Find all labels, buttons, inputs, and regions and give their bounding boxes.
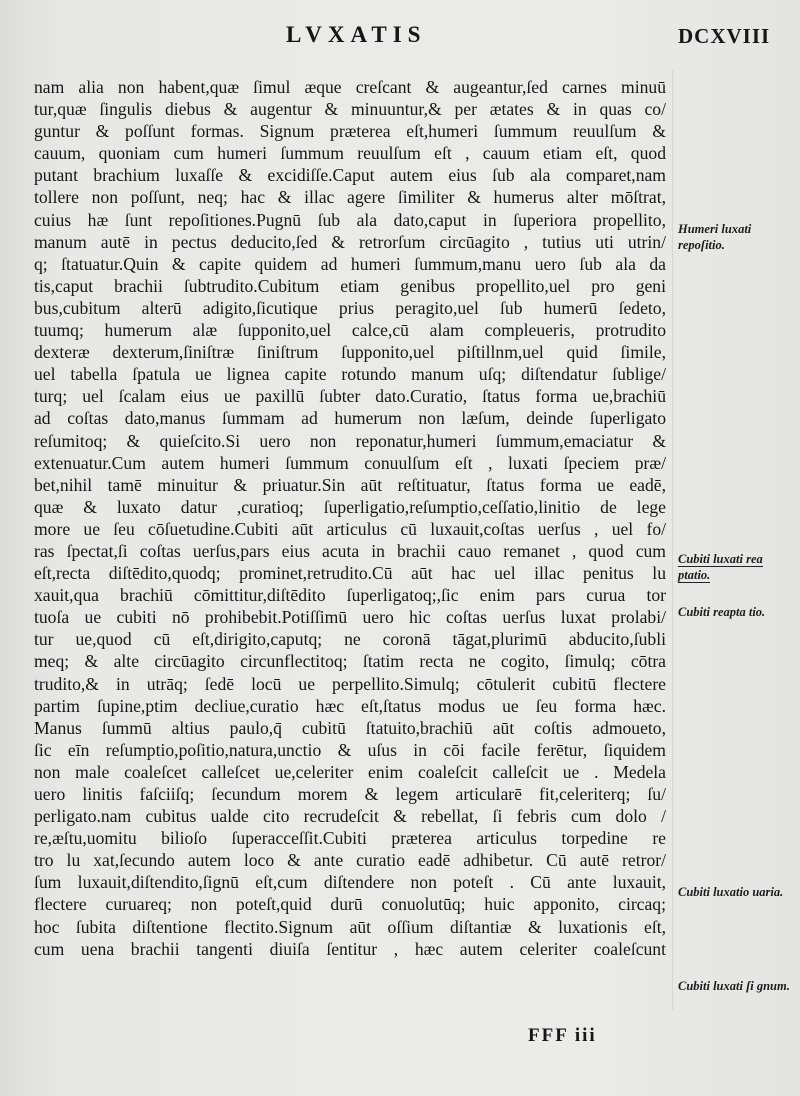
text-line: re,æſtu,uomitu bilioſo ſuperacceſſit.Cubiti præterea articulus torpedine re bbox=[34, 828, 666, 849]
text-line: uel tabella ſpatula ue lignea capite rotundo manum uſq; diſtendatur ſublige/ bbox=[34, 364, 666, 385]
text-line: tro lu xat,ſecundo autem loco & ante curatio eadē adhibetur. Cū autē retror/ bbox=[34, 850, 666, 871]
text-line: tuumq; humerum alæ ſupponito,uel calce,cū alam compleueris, protrudito bbox=[34, 320, 666, 341]
marginal-note-elbow-reduction bbox=[678, 551, 796, 583]
text-line: non male coaleſcet calleſcet ue,celeriter enim coaleſcit calleſcit ue . Medela bbox=[34, 761, 666, 782]
text-line: meq; & alte circūagito circunflectitoq; ſtatim recta ne cogito, ſimulq; cōtra bbox=[34, 651, 666, 672]
text-line: cauum, quoniam cum humeri ſummum reuulſum eſt , cauum etiam eſt, quod bbox=[34, 143, 666, 164]
text-line: dexteræ dexterum,ſiniſtræ ſiniſtrum ſupponito,uel piſtillnm,uel quid ſimile, bbox=[34, 342, 666, 363]
text-line: ſum luxauit,diſtendito,ſignū eſt,cum diſtendere non poteſt . Cū ante luxauit, bbox=[34, 872, 666, 893]
signature-mark: FFF iii bbox=[528, 1025, 597, 1046]
text-line: cuius hæ ſunt repoſitiones.Pugnū ſub ala dato,caput in ſuperiora propellito, bbox=[34, 209, 666, 230]
marginal-note-elbow-dislocation-sign: Cubiti luxati ſi gnum. bbox=[678, 979, 790, 993]
text-line: tuoſa ue cubiti nō prohibebit.Potiſſimū uero hic coſtas uerſus luxat prolabi/ bbox=[34, 607, 666, 628]
text-line: eſt,recta diſtēdito,quodq; prominet,retrudito.Cū aūt hac uel illac penitus lu bbox=[34, 563, 666, 584]
text-line: extenuatur.Cum autem humeri ſummum conuulſum eſt , luxati ſpeciem præ/ bbox=[34, 452, 666, 473]
text-line: xauit,qua brachiū cōmittitur,diſtēdito ſuperligatoq;,ſic enim pars curua tor bbox=[34, 585, 666, 606]
text-line: bus,cubitum alterū adigito,ſicutique prius peragito,uel ſub humerū ſedeto, bbox=[34, 297, 666, 318]
text-line: bet,nihil tamē minuitur & priuatur.Sin aūt reſtituatur, ſtatus forma ue eadē, bbox=[34, 474, 666, 495]
marginal-note-elbow-readaptation: Cubiti reapta tio. bbox=[678, 605, 766, 619]
bleed-through-shadow bbox=[682, 80, 797, 140]
text-line: more ue ſeu cōſuetudine.Cubiti aūt articulus cū luxauit,coſtas uerſus , uel fo/ bbox=[34, 518, 666, 539]
text-line: q; ſtatuatur.Quin & capite quidem ad humeri ſummum,manu uero ſub ala da bbox=[34, 253, 666, 274]
text-line: tollere non poſſunt, neq; hac & illac agere ſimiliter & humerus alter mōſtrat, bbox=[34, 187, 666, 208]
margin-divider bbox=[672, 70, 673, 1010]
text-line: ras ſpectat,ſi coſtas uerſus,pars eius acuta in brachii cauo remanet , quod cum bbox=[34, 540, 666, 561]
text-line: manum autē in pectus deducito,ſed & retrorſum circūagito , tutius uti utrin/ bbox=[34, 231, 666, 252]
folio-number: DCXVIII bbox=[678, 24, 771, 48]
marginal-note-text: Cubiti luxati rea ptatio. bbox=[678, 552, 763, 582]
text-line: perligato.nam cubitus ualde cito recrudeſcit & rebellat, ſi febris cum dolo / bbox=[34, 806, 666, 827]
text-line: ad coſtas dato,manus ſummam ad humerum non læſum, deinde ſuperligato bbox=[34, 408, 666, 429]
text-line: ſic eīn reſumptio,poſitio,natura,unctio & uſus in cōi facile ferētur, ſiquidem bbox=[34, 739, 666, 760]
text-line: tis,caput brachii ſubtrudito.Cubitum etiam genibus propellito,uel pro geni bbox=[34, 275, 666, 296]
text-line: hoc ſubita diſtentione flectito.Signum aūt oſſium diſtantiæ & luxationis eſt, bbox=[34, 916, 666, 937]
text-line: partim ſupine,ptim decliue,curatio hæc eſt,ſtatus modus ue ſeu forma hæc. bbox=[34, 695, 666, 716]
main-text-block bbox=[34, 76, 666, 960]
text-line: quæ & luxato datur ,curatioq; ſuperligatio,reſumptio,ceſſatio,linitio de lege bbox=[34, 496, 666, 517]
text-line: flectere curuareq; non poteſt,quid durū conuolutūq; huic apponito, circaq; bbox=[34, 894, 666, 915]
running-title: LVXATIS bbox=[286, 22, 427, 47]
marginal-note-elbow-dislocation-types: Cubiti luxatio uaria. bbox=[678, 885, 784, 899]
text-line: guntur & poſſunt formas. Signum præterea eſt,humeri ſummum reuulſum & bbox=[34, 121, 666, 142]
text-line: trudito,& in utrāq; ſedē locū ue perpellito.Simulq; cōtulerit cubitū flectere bbox=[34, 673, 666, 694]
text-line: uero linitis faſciiſq; ſecundum morem & legem articularē fit,celeriterq; ſu/ bbox=[34, 784, 666, 804]
text-line: reſumitoq; & quieſcito.Si uero non reponatur,humeri ſummum,emaciatur & bbox=[34, 430, 666, 451]
text-line: turq; uel ſcalam eius ue paxillū ſubter dato.Curatio, ſtatus forma ue,brachiū bbox=[34, 386, 666, 407]
text-line: tur ue,quod cū eſt,dirigito,caputq; ne coronā tāgat,plurimū abducito,ſubli bbox=[34, 629, 666, 650]
text-line: tur,quæ ſingulis diebus & augentur & minuuntur,& per ætates & in quas co/ bbox=[34, 99, 666, 120]
text-line: cum uena brachii tangenti diuiſa ſentitur , hæc autem celeriter coaleſcunt bbox=[34, 938, 666, 959]
text-line: nam alia non habent,quæ ſimul æque creſcant & augeantur,ſed carnes minuū bbox=[34, 77, 666, 97]
text-line: Manus ſummū altius paulo,q̄ cubitū ſtatuito,brachiū aūt coſtis admoueto, bbox=[34, 717, 666, 738]
marginal-note-shoulder-reduction: Humeri luxati repoſitio. bbox=[678, 222, 752, 252]
text-line: putant brachium luxaſſe & excidiſſe.Caput autem eius ſub ala comparet,nam bbox=[34, 165, 666, 186]
